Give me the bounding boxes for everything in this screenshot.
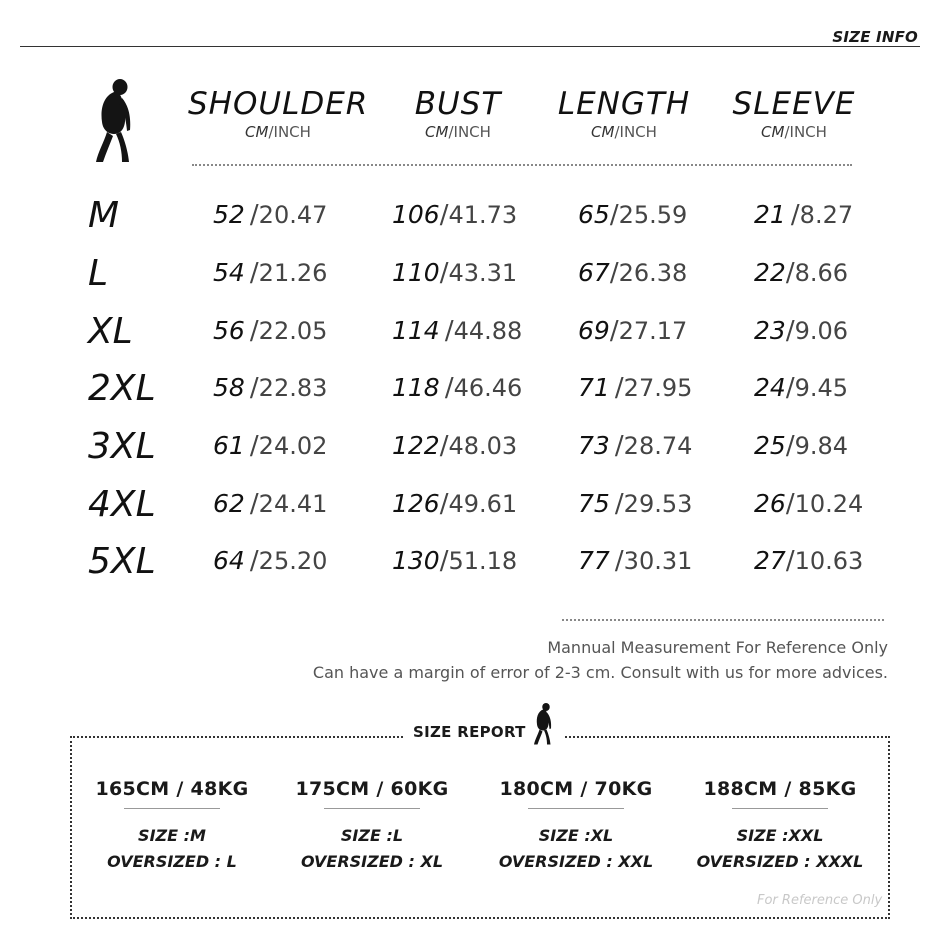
sleeve-cell: 22/8.66 [754, 258, 849, 288]
size-label: 3XL [88, 426, 156, 467]
recommended-size: SIZE :M [138, 826, 206, 845]
size-info-badge: SIZE INFO [832, 28, 918, 46]
size-row [0, 312, 950, 364]
column-title: SHOULDER [188, 86, 369, 122]
size-report-heading [405, 692, 564, 748]
recommended-size: SIZE :XL [538, 826, 614, 845]
bust-cell: 114 /44.88 [392, 316, 523, 346]
shoulder-cell: 58 /22.83 [213, 373, 328, 403]
sleeve-cell: 25/9.84 [754, 431, 849, 461]
column-header-shoulder [188, 86, 368, 142]
size-row [0, 254, 950, 306]
length-cell: 73 /28.74 [578, 431, 693, 461]
height-weight: 180CM / 70KG [499, 778, 653, 800]
size-report-title: SIZE REPORT [413, 723, 526, 741]
column-title: BUST [414, 86, 502, 122]
header-dotted-divider [192, 164, 852, 166]
note-line-2: Can have a margin of error of 2-3 cm. Consult with us for more advices. [312, 663, 888, 682]
bust-cell: 110/43.31 [392, 258, 518, 288]
column-title: SLEEVE [732, 86, 856, 122]
shoulder-cell: 56 /22.05 [213, 316, 328, 346]
length-cell: 77 /30.31 [578, 546, 693, 576]
size-label: L [88, 253, 109, 294]
column-unit: CM/INCH [761, 123, 827, 141]
sleeve-cell: 21 /8.27 [754, 200, 854, 230]
note-line-1: Mannual Measurement For Reference Only [547, 638, 888, 657]
shoulder-cell: 54 /21.26 [213, 258, 328, 288]
bust-cell: 118 /46.46 [392, 373, 523, 403]
column-unit: CM/INCH [245, 123, 311, 141]
oversized-size: OVERSIZED : L [107, 852, 237, 871]
recommended-size: SIZE :L [340, 826, 404, 845]
bust-cell: 126/49.61 [392, 489, 518, 519]
size-row [0, 196, 950, 248]
column-unit: CM/INCH [591, 123, 657, 141]
ape-figure-icon [532, 700, 556, 748]
card-divider [528, 808, 624, 809]
size-row [0, 485, 950, 537]
size-label: 2XL [88, 368, 156, 409]
length-cell: 67/26.38 [578, 258, 688, 288]
note-dotted-divider [562, 619, 884, 621]
column-unit: CM/INCH [425, 123, 491, 141]
size-report-card [72, 776, 272, 875]
length-cell: 75 /29.53 [578, 489, 693, 519]
ape-figure-icon [92, 78, 140, 164]
height-weight: 165CM / 48KG [95, 778, 249, 800]
sleeve-cell: 24/9.45 [754, 373, 849, 403]
size-report-card [272, 776, 472, 875]
column-header-sleeve [724, 86, 864, 142]
sleeve-cell: 27/10.63 [754, 546, 864, 576]
bust-cell: 130/51.18 [392, 546, 518, 576]
sleeve-cell: 26/10.24 [754, 489, 864, 519]
shoulder-cell: 64 /25.20 [213, 546, 328, 576]
size-row [0, 369, 950, 421]
oversized-size: OVERSIZED : XL [300, 852, 444, 871]
oversized-size: OVERSIZED : XXL [498, 852, 654, 871]
size-row [0, 542, 950, 594]
bust-cell: 122/48.03 [392, 431, 518, 461]
header-divider [20, 46, 920, 47]
length-cell: 69/27.17 [578, 316, 688, 346]
bust-cell: 106/41.73 [392, 200, 518, 230]
column-header-length [550, 86, 698, 142]
shoulder-cell: 62 /24.41 [213, 489, 328, 519]
card-divider [124, 808, 220, 809]
size-label: XL [88, 311, 133, 352]
length-cell: 71 /27.95 [578, 373, 693, 403]
recommended-size: SIZE :XXL [736, 826, 824, 845]
length-cell: 65/25.59 [578, 200, 688, 230]
oversized-size: OVERSIZED : XXXL [696, 852, 864, 871]
column-title: LENGTH [557, 86, 691, 122]
size-report-card [476, 776, 676, 875]
height-weight: 188CM / 85KG [703, 778, 857, 800]
size-report-card [680, 776, 880, 875]
shoulder-cell: 52 /20.47 [213, 200, 328, 230]
shoulder-cell: 61 /24.02 [213, 431, 328, 461]
size-label: 5XL [88, 541, 156, 582]
height-weight: 175CM / 60KG [295, 778, 449, 800]
size-label: M [88, 195, 120, 236]
card-divider [732, 808, 828, 809]
card-divider [324, 808, 420, 809]
size-label: 4XL [88, 484, 156, 525]
size-row [0, 427, 950, 479]
column-header-bust [388, 86, 528, 142]
reference-footnote: For Reference Only [757, 893, 883, 908]
sleeve-cell: 23/9.06 [754, 316, 849, 346]
